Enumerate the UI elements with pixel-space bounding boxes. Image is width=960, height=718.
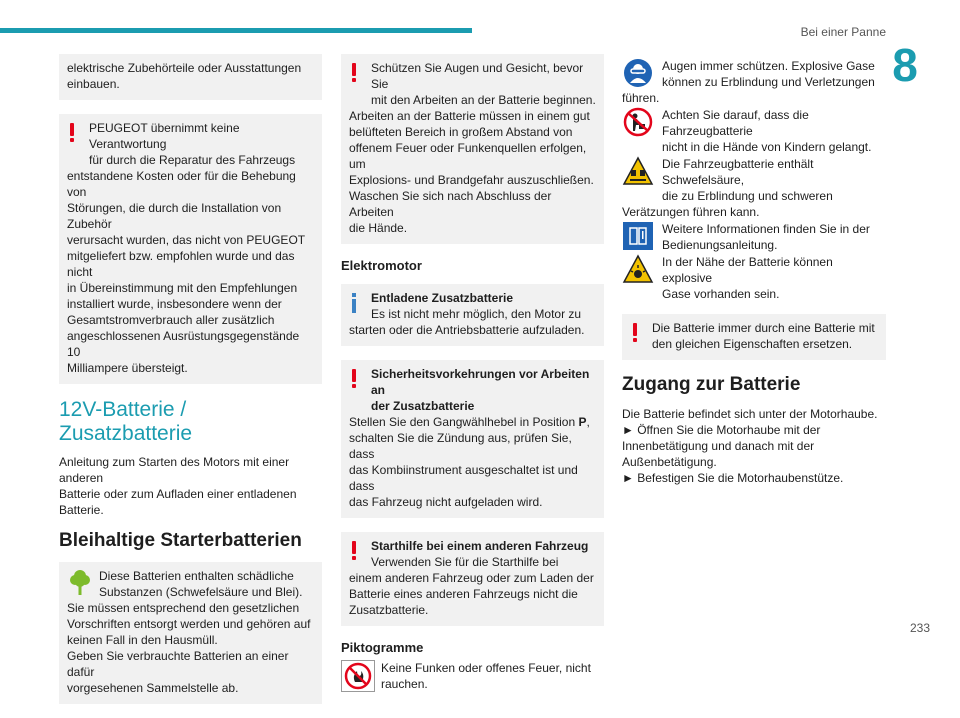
column-1: [59, 54, 322, 718]
text-line: Geben Sie verbrauchte Batterien an einer dafür: [67, 649, 289, 679]
warning-box: [341, 360, 604, 518]
text-line: Innenbetätigung und danach mit der: [622, 439, 815, 453]
text-line: das Fahrzeug nicht aufgeladen wird.: [349, 495, 543, 509]
text-line: Achten Sie darauf, dass die Fahrzeugbatterie: [662, 108, 809, 138]
text-line: Gase vorhanden sein.: [662, 287, 780, 301]
pictogram-entry: [622, 254, 886, 302]
pictogram-entry: [622, 107, 886, 155]
text-line: Bedienungsanleitung.: [662, 238, 778, 252]
explosive-icon: [622, 254, 656, 286]
text-line: Störungen, die durch die Installation von Zubehör: [67, 201, 282, 231]
text-line: Schützen Sie Augen und Gesicht, bevor Sie: [371, 61, 584, 91]
text-line: einbauen.: [67, 77, 120, 91]
warning-exclamation-icon: [351, 369, 357, 389]
text-line: starten oder die Antriebsbatterie aufzuladen.: [349, 323, 585, 337]
body-paragraph: [622, 406, 886, 486]
header-bar: [0, 28, 472, 33]
recycle-tree-icon: [69, 568, 91, 596]
warning-exclamation-icon: [351, 63, 357, 83]
text-line: Die Batterie befindet sich unter der Motorhaube.: [622, 407, 878, 421]
intro-paragraph: [59, 454, 322, 518]
heading-battery-access: Zugang zur Batterie: [622, 374, 801, 395]
text-line: Weitere Informationen finden Sie in der: [662, 222, 870, 236]
info-title: Entladene Zusatzbatterie: [371, 291, 514, 305]
text-line: ► Öffnen Sie die Motorhaube mit der: [622, 423, 821, 437]
text-line: Diese Batterien enthalten schädliche: [99, 569, 294, 583]
text-line: Vorschriften entsorgt werden und gehören auf: [67, 617, 311, 631]
text-line: elektrische Zubehörteile oder Ausstattungen: [67, 61, 302, 75]
text-line: Batterie oder zum Aufladen einer entladenen: [59, 487, 297, 501]
warning-title: der Zusatzbatterie: [371, 399, 475, 413]
text-line: installiert wurde, insbesondere wenn der: [67, 297, 282, 311]
text-line: schalten Sie die Zündung aus, prüfen Sie, dass: [349, 431, 572, 461]
heading-line: 12V-Batterie /: [59, 398, 187, 421]
note-box: [59, 54, 322, 100]
text-line: mitgeliefert bzw. empfohlen wurde und das nicht: [67, 249, 295, 279]
text-line: Keine Funken oder offenes Feuer, nicht: [381, 661, 591, 675]
warning-box: [341, 532, 604, 626]
text-span: ,: [586, 415, 590, 429]
warning-box: [341, 54, 604, 244]
warning-exclamation-icon: [351, 541, 357, 561]
text-line: die zu Erblindung und schweren: [662, 189, 833, 203]
column-2: [341, 54, 604, 693]
text-line: [349, 414, 596, 430]
text-line: Waschen Sie sich nach Abschluss der Arbeiten: [349, 189, 552, 219]
warning-box: [59, 114, 322, 384]
text-line: einem anderen Fahrzeug oder zum Laden der: [349, 571, 594, 585]
pictogram-entry: [341, 660, 604, 692]
heading-line: Zusatzbatterie: [59, 422, 193, 445]
warning-box: [622, 314, 886, 360]
text-line: Substanzen (Schwefelsäure und Blei).: [99, 585, 303, 599]
heading-battery: [59, 398, 322, 446]
pictogram-entry: [622, 156, 886, 220]
text-line: Anleitung zum Starten des Motors mit einer anderen: [59, 455, 290, 485]
warning-exclamation-icon: [69, 123, 75, 143]
text-line: den gleichen Eigenschaften ersetzen.: [652, 337, 853, 351]
page-number: 233: [909, 621, 930, 635]
text-line: Arbeiten an der Batterie müssen in einem gut: [349, 109, 590, 123]
text-line: Batterie eines anderen Fahrzeugs nicht die: [349, 587, 578, 601]
keep-from-children-icon: [622, 107, 656, 139]
text-line: Sie müssen entsprechend den gesetzlichen: [67, 601, 300, 615]
text-line: Verätzungen führen kann.: [622, 205, 760, 219]
info-icon: [351, 293, 357, 313]
warning-title: Starthilfe bei einem anderen Fahrzeug: [371, 539, 589, 553]
text-line: keinen Fall in den Hausmüll.: [67, 633, 218, 647]
eco-box: [59, 562, 322, 704]
text-line: können zu Erblindung und Verletzungen: [662, 75, 875, 89]
heading-pictograms: Piktogramme: [341, 640, 424, 655]
text-line: Batterie.: [59, 503, 104, 517]
text-line: mit den Arbeiten an der Batterie beginnen.: [371, 93, 596, 107]
heading-electric-motor: Elektromotor: [341, 258, 422, 273]
text-line: Verwenden Sie für die Starthilfe bei: [371, 555, 559, 569]
text-line: ► Befestigen Sie die Motorhaubenstütze.: [622, 471, 844, 485]
text-line: für durch die Reparatur des Fahrzeugs: [89, 153, 296, 167]
info-box: [341, 284, 604, 346]
text-line: Außenbetätigung.: [622, 455, 717, 469]
text-line: Milliampere übersteigt.: [67, 361, 188, 375]
warning-title: Sicherheitsvorkehrungen vor Arbeiten an: [371, 367, 590, 397]
eye-protection-icon: [622, 58, 656, 90]
text-line: rauchen.: [381, 677, 428, 691]
text-line: In der Nähe der Batterie können explosive: [662, 255, 833, 285]
no-fire-icon: [341, 660, 375, 692]
text-line: entstandene Kosten oder für die Behebung von: [67, 169, 296, 199]
text-line: in Übereinstimmung mit den Empfehlungen: [67, 281, 298, 295]
text-line: Augen immer schützen. Explosive Gase: [662, 59, 875, 73]
text-line: vorgesehenen Sammelstelle ab.: [67, 681, 239, 695]
text-line: Die Fahrzeugbatterie enthält Schwefelsäure,: [662, 157, 814, 187]
pictogram-entry: [622, 58, 886, 106]
text-line: die Hände.: [349, 221, 408, 235]
text-line: Die Batterie immer durch eine Batterie mit: [652, 321, 875, 335]
pictogram-entry: [622, 221, 886, 253]
text-line: Gesamtstromverbrauch aller zusätzlich: [67, 313, 275, 327]
text-line: Explosions- und Brandgefahr auszuschließen.: [349, 173, 594, 187]
corrosive-icon: [622, 156, 656, 188]
text-line: PEUGEOT übernimmt keine Verantwortung: [89, 121, 240, 151]
text-line: angeschlossenen Ausrüstungsgegenstände 10: [67, 329, 300, 359]
text-line: Zusatzbatterie.: [349, 603, 429, 617]
text-line: das Kombiinstrument ausgeschaltet ist und dass: [349, 463, 578, 493]
text-line: führen.: [622, 91, 660, 105]
text-line: belüfteten Bereich in großem Abstand von: [349, 125, 573, 139]
text-line: offenem Feuer oder Funkenquellen erfolgen, um: [349, 141, 587, 171]
text-span: Stellen Sie den Gangwählhebel in Position: [349, 415, 579, 429]
text-line: Es ist nicht mehr möglich, den Motor zu: [371, 307, 582, 321]
column-3: [622, 58, 886, 486]
heading-lead-batteries: Bleihaltige Starterbatterien: [59, 530, 302, 551]
section-title: Bei einer Panne: [800, 25, 886, 39]
manual-icon: [622, 221, 656, 253]
text-line: nicht in die Hände von Kindern gelangt.: [662, 140, 872, 154]
chapter-number: 8: [892, 39, 918, 91]
warning-exclamation-icon: [632, 323, 638, 343]
text-line: verursacht wurden, das nicht von PEUGEOT: [67, 233, 306, 247]
gear-position: P: [578, 415, 587, 429]
